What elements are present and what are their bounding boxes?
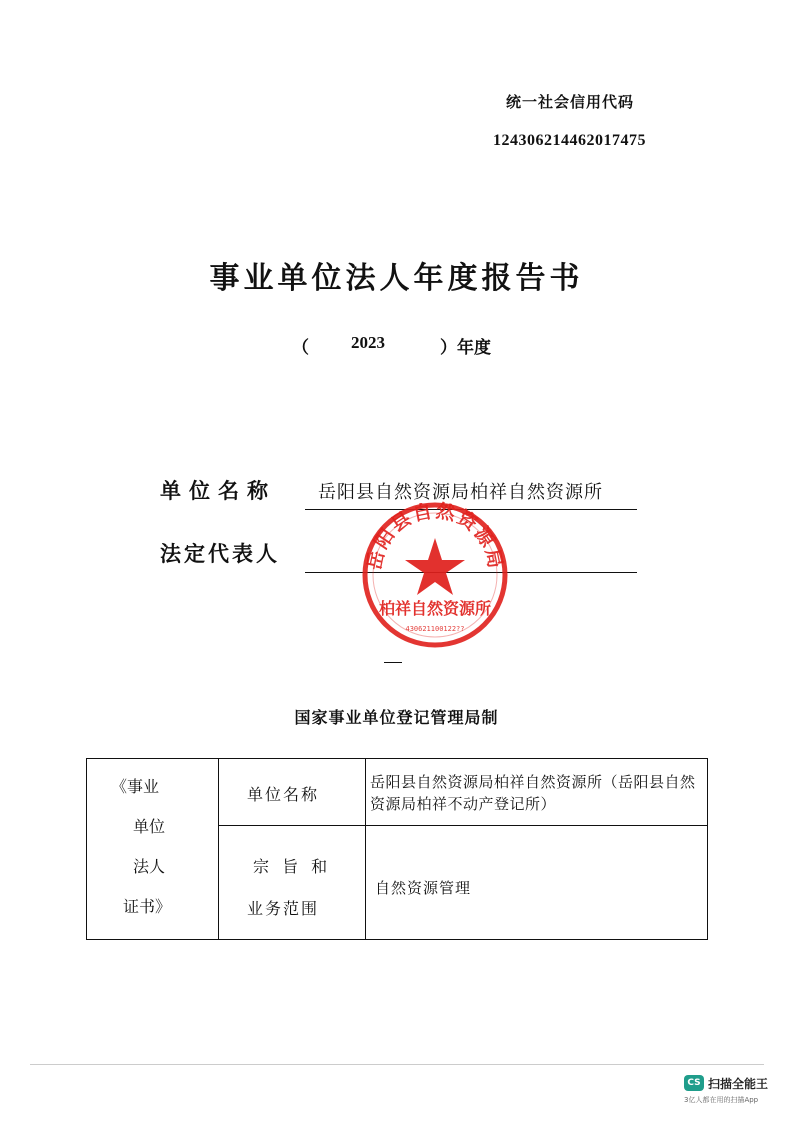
issuer-line: 国家事业单位登记管理局制 <box>294 708 499 727</box>
table-divider-horizontal <box>218 825 707 826</box>
legal-rep-label: 法定代表人 <box>160 542 280 566</box>
table-divider-vertical-1 <box>218 759 219 939</box>
book-title-line-3: 法人 <box>133 857 166 876</box>
scanner-logo-icon: CS <box>684 1075 704 1091</box>
seal-center-text: 柏祥自然资源所 <box>378 599 492 618</box>
year-value: 2023 <box>351 333 385 352</box>
table-scope-value: 自然资源管理 <box>375 879 472 897</box>
table-scope-label-line-1: 宗 旨 和 <box>253 857 332 876</box>
seal-number: 430621100122?? <box>405 625 465 633</box>
table-name-value: 岳阳县自然资源局柏祥自然资源所（岳阳县自然资源局柏祥不动产登记所） <box>370 773 696 813</box>
table-scope-label-line-2: 业务范围 <box>247 899 320 918</box>
year-close-suffix: ）年度 <box>440 338 491 358</box>
year-open-bracket: （ <box>292 338 309 358</box>
page-bottom-edge <box>30 1064 764 1065</box>
credit-code-label: 统一社会信用代码 <box>506 93 635 111</box>
book-title-line-2: 单位 <box>133 817 166 836</box>
separator-dash <box>384 662 402 663</box>
page-title: 事业单位法人年度报告书 <box>209 261 584 296</box>
scanner-tagline: 3亿人都在用的扫描App <box>684 1096 759 1104</box>
certificate-info-table <box>86 758 708 940</box>
scanner-app-name: 扫描全能王 <box>708 1077 769 1091</box>
official-seal-stamp <box>360 500 510 650</box>
unit-name-value: 岳阳县自然资源局柏祥自然资源所 <box>318 482 603 503</box>
table-name-label: 单位名称 <box>247 785 320 804</box>
credit-code-value: 12430621446201747​5 <box>493 132 646 149</box>
table-divider-vertical-2 <box>365 759 366 939</box>
book-title-line-4: 证书》 <box>123 897 172 916</box>
seal-star-icon <box>405 538 465 595</box>
unit-name-label: 单位名称 <box>160 479 276 503</box>
seal-ring-text: 岳阳县自然资源局 <box>363 500 507 572</box>
book-title-line-1: 《事业 <box>111 777 160 796</box>
